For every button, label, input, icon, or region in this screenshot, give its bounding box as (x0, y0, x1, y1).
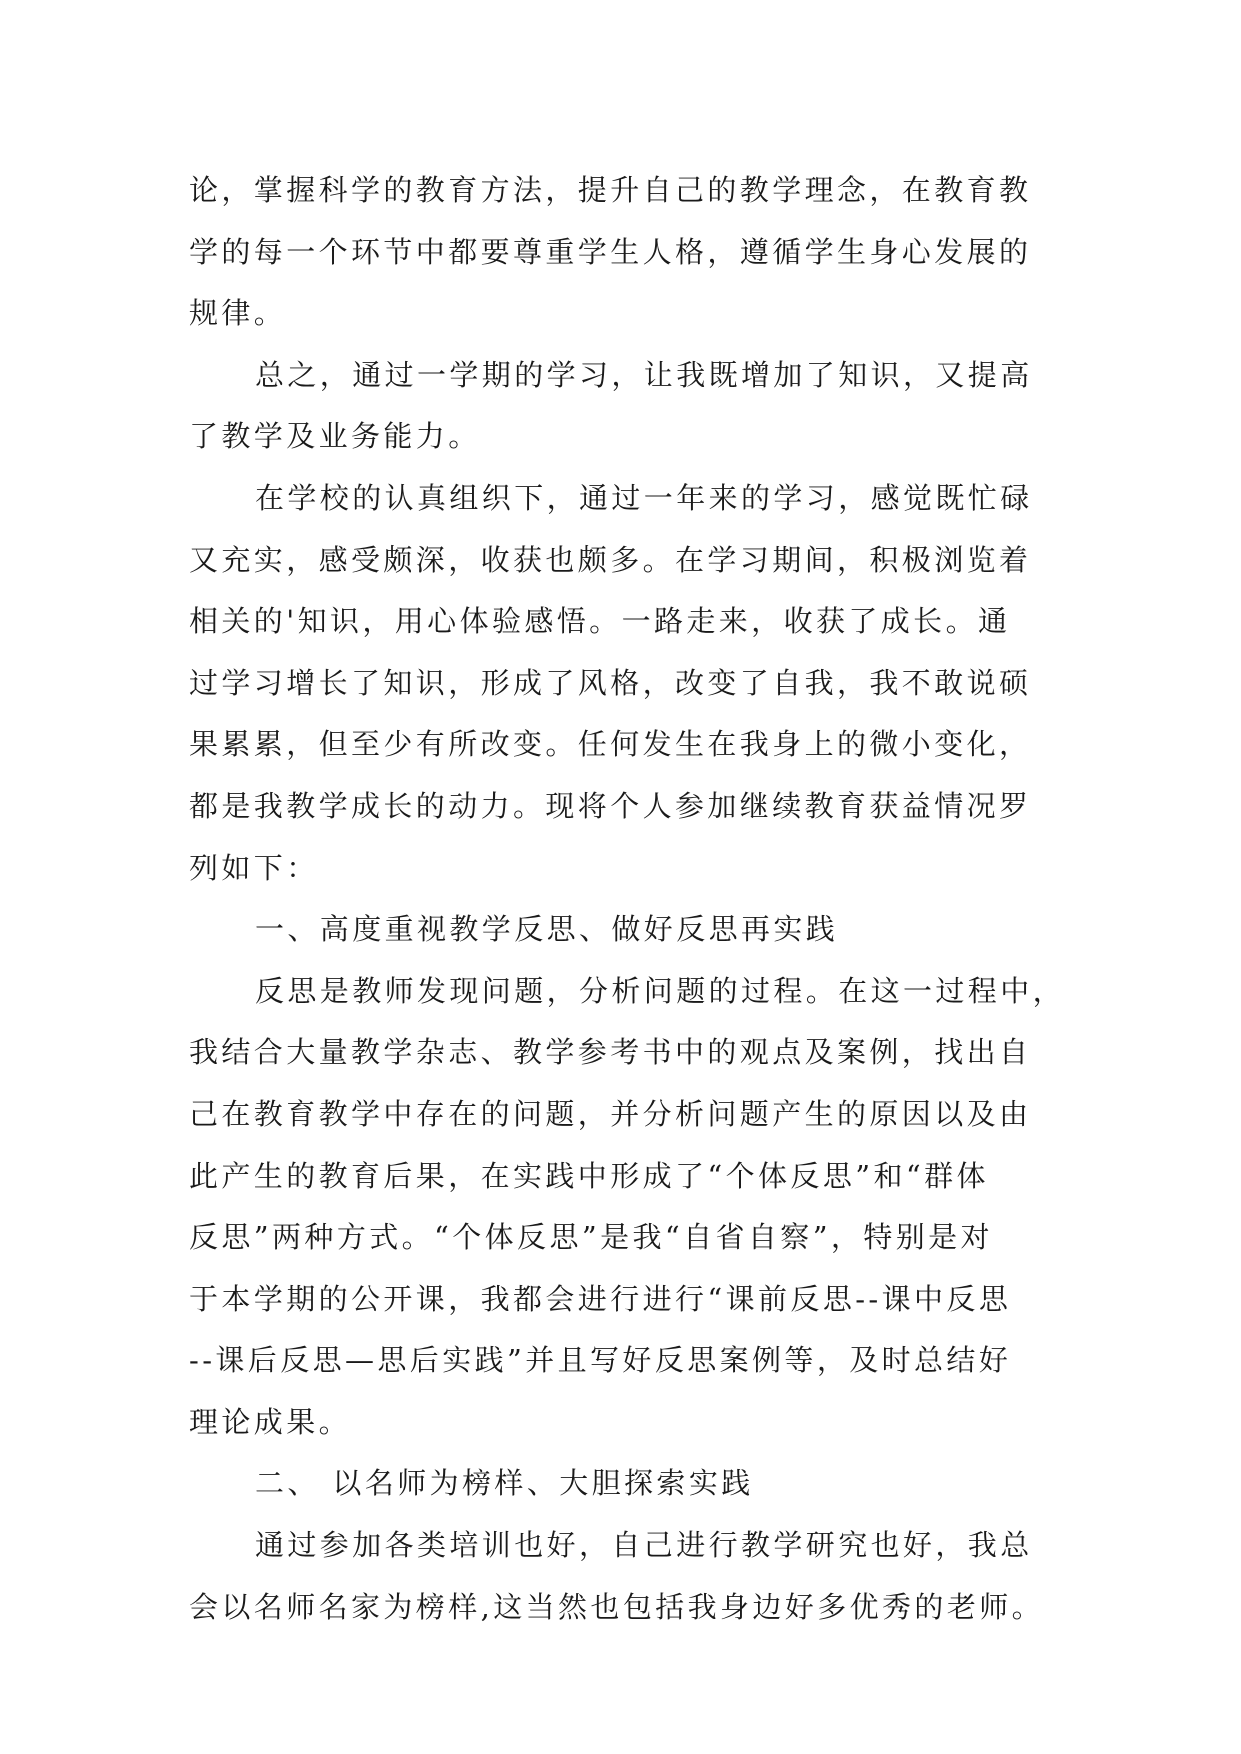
text-line: 学的每一个环节中都要尊重学生人格，遵循学生身心发展的 (189, 234, 1032, 269)
text-line: 通过参加各类培训也好，自己进行教学研究也好，我总 (255, 1528, 1033, 1563)
text-line: 我结合大量教学杂志、教学参考书中的观点及案例，找出自 (189, 1035, 1032, 1070)
text-line: 果累累，但至少有所改变。任何发生在我身上的微小变化， (189, 727, 1032, 762)
text-line: 了教学及业务能力。 (189, 419, 481, 454)
text-line: 过学习增长了知识，形成了风格，改变了自我，我不敢说硕 (189, 665, 1032, 700)
text-line: 都是我教学成长的动力。现将个人参加继续教育获益情况罗 (189, 788, 1032, 823)
document-body (189, 160, 1069, 1638)
text-line: 反思”两种方式。“个体反思”是我“自省自察”，特别是对 (189, 1220, 993, 1255)
text-line: 此产生的教育后果，在实践中形成了“个体反思”和“群体 (189, 1158, 989, 1193)
text-line: --课后反思—思后实践”并且写好反思案例等，及时总结好 (189, 1343, 1012, 1378)
text-line: 规律。 (189, 296, 287, 331)
section-heading-1: 一、高度重视教学反思、做好反思再实践 (255, 912, 839, 947)
text-line: 总之，通过一学期的学习，让我既增加了知识，又提高 (255, 357, 1033, 392)
text-line: 论，掌握科学的教育方法，提升自己的教学理念，在教育教 (189, 173, 1032, 207)
text-line: 己在教育教学中存在的问题，并分析问题产生的原因以及由 (189, 1096, 1032, 1131)
text-line: 在学校的认真组织下，通过一年来的学习，感觉既忙碌 (255, 480, 1033, 515)
text-line: 又充实，感受颇深，收获也颇多。在学习期间，积极浏览着 (189, 542, 1032, 577)
section-heading-2: 二、 以名师为榜样、大胆探索实践 (255, 1466, 754, 1501)
text-line: 列如下： (189, 850, 319, 885)
text-line: 于本学期的公开课，我都会进行进行“课前反思--课中反思 (189, 1281, 1012, 1316)
text-line: 会以名师名家为榜样,这当然也包括我身边好多优秀的老师。 (189, 1589, 1045, 1624)
text-line: 理论成果。 (189, 1404, 352, 1439)
text-line: 反思是教师发现问题，分析问题的过程。在这一过程中， (255, 973, 1066, 1008)
text-line: 相关的'知识，用心体验感悟。一路走来，收获了成长。通 (189, 604, 1011, 639)
